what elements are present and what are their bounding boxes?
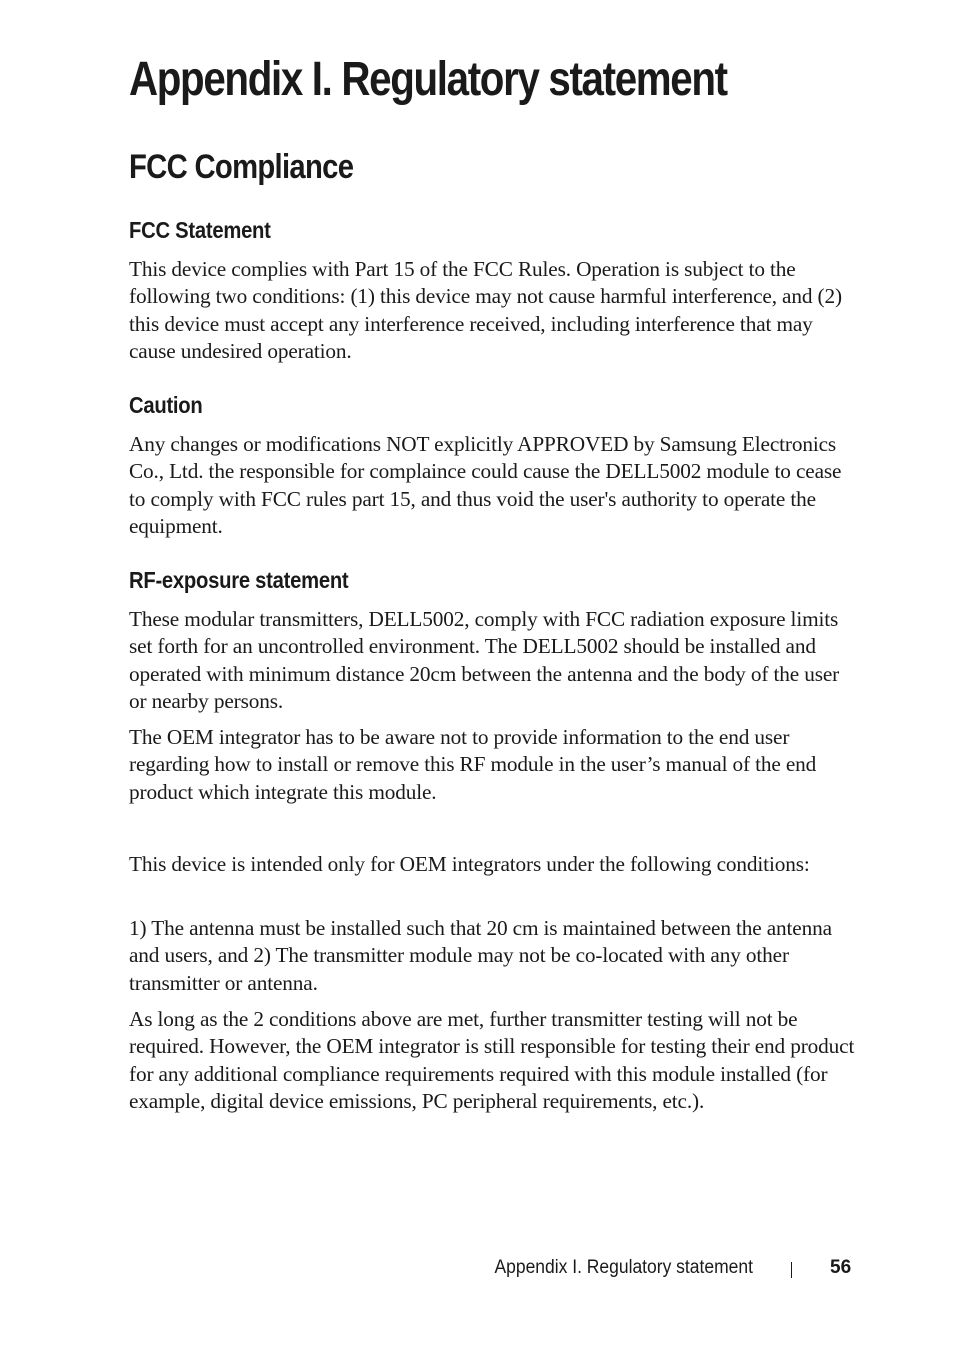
footer-separator — [791, 1262, 792, 1278]
paragraph-oem-intro: This device is intended only for OEM integrators under the following conditions: — [129, 852, 810, 876]
paragraph-oem-testing: As long as the 2 conditions above are met, further transmitter testing will not be required. However, the OEM integrator is still responsible for testing their end product for any additional compliance requirements required with this module installed (for example, digital device emissions, PC peripheral requirements, etc.). — [129, 1007, 855, 1113]
paragraph-oem-conditions: 1) The antenna must be installed such that 20 cm is maintained between the antenna and users, and 2) The transmitter module may not be co-located with any other transmitter or antenna. — [129, 916, 832, 995]
subheading-caution: Caution — [129, 392, 203, 418]
page-number: 56 — [830, 1257, 852, 1278]
page-footer — [0, 1256, 954, 1282]
footer-chapter-title: Appendix I. Regulatory statement — [494, 1257, 753, 1278]
paragraph-rf-exposure-1: These modular transmitters, DELL5002, comply with FCC radiation exposure limits set forth for an uncontrolled environment. The DELL5002 should be installed and operated with minimum distance 20cm between the antenna and the body of the user or nearby persons. — [129, 607, 840, 713]
paragraph-rf-exposure-2: The OEM integrator has to be aware not to provide information to the end user regarding how to install or remove this RF module in the user’s manual of the end product which integrate this module. — [129, 725, 817, 804]
page-title: Appendix I. Regulatory statement — [129, 53, 727, 106]
subheading-fcc-statement: FCC Statement — [129, 217, 271, 243]
paragraph-fcc-statement: This device complies with Part 15 of the FCC Rules. Operation is subject to the following two conditions: (1) this device may not cause harmful interference, and (2) this device must accept any interference received, including interference that may cause undesired operation. — [129, 257, 842, 363]
paragraph-caution: Any changes or modifications NOT explicitly APPROVED by Samsung Electronics Co., Ltd. the responsible for complaince could cause the DELL5002 module to cease to comply with FCC rules part 15, and thus void the user's authority to operate the equipment. — [129, 432, 842, 538]
section-heading-fcc-compliance: FCC Compliance — [129, 148, 354, 186]
subheading-rf-exposure: RF-exposure statement — [129, 567, 349, 593]
